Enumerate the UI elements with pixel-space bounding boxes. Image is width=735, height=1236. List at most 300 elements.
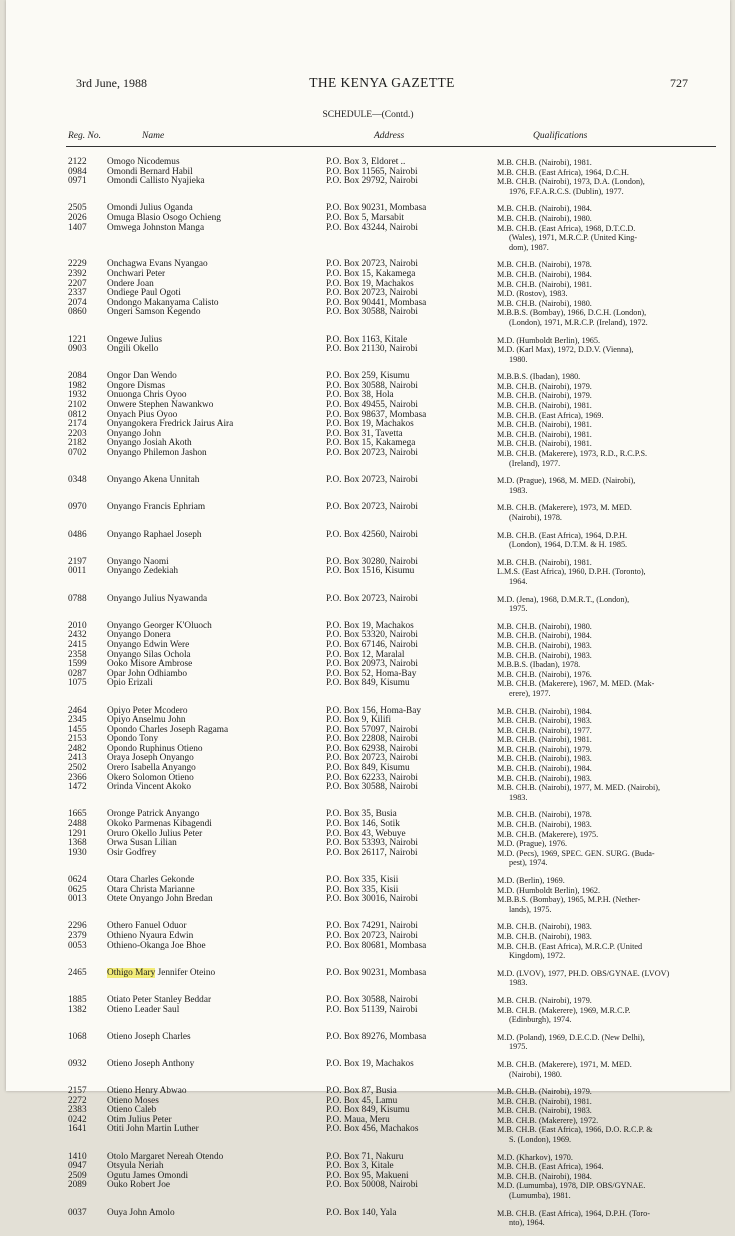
qualification-line: M.B. CH.B. (Nairobi), 1983. xyxy=(497,820,592,830)
register-entry xyxy=(6,679,730,698)
practitioner-name: Otieno Leader Saul xyxy=(107,1004,180,1015)
qualifications xyxy=(497,969,699,988)
reg-number: 2174 xyxy=(68,419,87,430)
qualifications xyxy=(497,260,699,270)
reg-number: 2464 xyxy=(68,705,87,716)
register-entry xyxy=(6,1106,730,1116)
postal-address: P.O. Box 43244, Nairobi xyxy=(326,222,418,233)
qualifications xyxy=(497,391,699,401)
postal-address: P.O. Maua, Meru xyxy=(326,1114,390,1125)
qualification-line: M.B. CH.B. (Nairobi), 1981. xyxy=(497,557,592,567)
qualification-line: M.B. CH.B. (Nairobi), 1980. xyxy=(497,298,592,308)
qualifications xyxy=(497,820,699,830)
qualification-line: 1975. xyxy=(509,604,528,614)
register-entry xyxy=(6,1060,730,1079)
register-entry xyxy=(6,1125,730,1144)
postal-address: P.O. Box 90231, Mombasa xyxy=(326,203,427,214)
register-group xyxy=(6,707,730,803)
col-name: Name xyxy=(142,131,165,141)
register-entry xyxy=(6,849,730,868)
qualifications xyxy=(497,401,699,411)
practitioner-name: Orinda Vincent Akoko xyxy=(107,782,191,793)
postal-address: P.O. Box 98637, Mombasa xyxy=(326,409,427,420)
qualifications xyxy=(497,1006,699,1025)
practitioner-name: Otiato Peter Stanley Beddar xyxy=(107,994,212,1005)
page-number: 727 xyxy=(670,76,688,90)
qualifications xyxy=(497,631,699,641)
postal-address: P.O. Box 849, Kisumu xyxy=(326,678,410,689)
reg-number: 2345 xyxy=(68,715,87,726)
reg-number: 2122 xyxy=(68,157,87,167)
qualification-line: M.B. CH.B. (Nairobi), 1981. xyxy=(497,1096,592,1106)
qualifications xyxy=(497,932,699,942)
qualification-line: M.B. CH.B. (Nairobi), 1983. xyxy=(497,754,592,764)
postal-address: P.O. Box 20723, Nairobi xyxy=(326,288,418,299)
qualifications xyxy=(497,996,699,1006)
qualification-line: 1980. xyxy=(509,354,528,364)
header-rule xyxy=(66,146,716,147)
postal-address: P.O. Box 22808, Nairobi xyxy=(326,734,418,745)
qualification-line: M.D. (Karl Max), 1972, D.D.V. (Vienna), xyxy=(497,345,634,355)
qualifications xyxy=(497,177,699,196)
qualifications xyxy=(497,839,699,849)
qualification-line: M.D. (Humboldt Berlin), 1965. xyxy=(497,335,601,345)
col-qualifications: Qualifications xyxy=(533,131,588,141)
practitioner-name: Okero Solomon Otieno xyxy=(107,772,194,783)
qualification-line: M.D. (Lumumba), 1978, DIP. OBS/GYNAE. xyxy=(497,1181,646,1191)
practitioner-name: Ongor Dan Wendo xyxy=(107,371,177,382)
qualification-line: M.D. (LVOV), 1977, PH.D. OBS/GYNAE. (LVOV) xyxy=(497,968,670,978)
postal-address: P.O. Box 80681, Mombasa xyxy=(326,940,427,951)
practitioner-name: Onyango Julius Nyawanda xyxy=(107,593,208,604)
reg-number: 1410 xyxy=(68,1151,87,1162)
postal-address: P.O. Box 26117, Nairobi xyxy=(326,847,418,858)
postal-address: P.O. Box 20723, Nairobi xyxy=(326,753,418,764)
qualification-line: M.B. CH.B. (Nairobi), 1978. xyxy=(497,810,592,820)
reg-number: 1407 xyxy=(68,222,87,233)
postal-address: P.O. Box 19, Machakos xyxy=(326,419,414,430)
postal-address: P.O. Box 156, Homa-Bay xyxy=(326,705,422,716)
reg-number: 0013 xyxy=(68,894,87,905)
reg-number: 1221 xyxy=(68,334,87,345)
reg-number: 0625 xyxy=(68,884,87,895)
reg-number: 2358 xyxy=(68,649,87,660)
register-entry xyxy=(6,969,730,988)
qualifications xyxy=(497,764,699,774)
qualifications xyxy=(497,716,699,726)
qualification-line: (Lumumba), 1981. xyxy=(509,1191,571,1201)
issue-date: 3rd June, 1988 xyxy=(76,76,147,90)
qualification-line: (London), 1971, M.R.C.P. (Ireland), 1972. xyxy=(509,317,648,327)
practitioner-name: Onwere Stephen Nawankwo xyxy=(107,400,214,411)
postal-address: P.O. Box 146, Sotik xyxy=(326,819,400,830)
reg-number: 2392 xyxy=(68,268,87,279)
qualification-line: M.B. CH.B. (East Africa), 1964, D.P.H. xyxy=(497,530,628,540)
qualification-line: M.D. (Jena), 1968, D.M.R.T., (London), xyxy=(497,594,630,604)
practitioner-name: Omondi Julius Oganda xyxy=(107,203,193,214)
reg-number: 2505 xyxy=(68,203,87,214)
qualifications xyxy=(497,558,699,568)
register-group xyxy=(6,1209,730,1228)
reg-number: 1455 xyxy=(68,724,87,735)
register-group xyxy=(6,622,730,699)
postal-address: P.O. Box 62233, Nairobi xyxy=(326,772,418,783)
qualifications xyxy=(497,735,699,745)
qualification-line: 1983. xyxy=(509,792,528,802)
qualification-line: dom), 1987. xyxy=(509,242,549,252)
register-entry xyxy=(6,1181,730,1200)
reg-number: 0903 xyxy=(68,344,87,355)
reg-number: 2153 xyxy=(68,734,87,745)
qualification-line: S. (London), 1969. xyxy=(509,1135,572,1145)
practitioner-name: Otieno Joseph Charles xyxy=(107,1031,191,1042)
practitioner-name: Ondiege Paul Ogoti xyxy=(107,288,181,299)
reg-number: 0037 xyxy=(68,1207,87,1218)
reg-number: 1075 xyxy=(68,678,87,689)
practitioner-name: Onyango Donera xyxy=(107,630,171,641)
register-entry xyxy=(6,783,730,802)
register-entry xyxy=(6,1162,730,1172)
qualifications xyxy=(497,158,699,168)
reg-number: 1665 xyxy=(68,809,87,820)
reg-number: 2379 xyxy=(68,930,87,941)
reg-number: 1368 xyxy=(68,838,87,849)
practitioner-name: Onyango Georger K'Oluoch xyxy=(107,620,212,631)
reg-number: 2089 xyxy=(68,1180,87,1191)
postal-address: P.O. Box 30588, Nairobi xyxy=(326,782,418,793)
qualifications xyxy=(497,382,699,392)
qualification-line: M.D. (Prague), 1968, M. MED. (Nairobi), xyxy=(497,476,636,486)
practitioner-name: Onyango John xyxy=(107,428,161,439)
postal-address: P.O. Box 335, Kisii xyxy=(326,875,399,885)
practitioner-name: Oruro Okello Julius Peter xyxy=(107,828,203,839)
qualifications xyxy=(497,1116,699,1126)
qualification-line: 1964. xyxy=(509,576,528,586)
register-entry xyxy=(6,942,730,961)
practitioner-name: Ouko Robert Joe xyxy=(107,1180,171,1191)
qualifications xyxy=(497,1097,699,1107)
qualification-line: M.B. CH.B. (Nairobi), 1977. xyxy=(497,725,592,735)
qualification-line: M.B. CH.B. (Nairobi), 1980. xyxy=(497,213,592,223)
register-entry xyxy=(6,595,730,614)
practitioner-name: Onyango Naomi xyxy=(107,556,169,567)
practitioner-name: Onyango Raphael Joseph xyxy=(107,529,202,540)
postal-address: P.O. Box 12, Maralal xyxy=(326,649,405,660)
postal-address: P.O. Box 20723, Nairobi xyxy=(326,448,418,459)
reg-number: 1930 xyxy=(68,847,87,858)
register-group xyxy=(6,372,730,468)
postal-address: P.O. Box 43, Webuye xyxy=(326,828,406,839)
register-group xyxy=(6,158,730,196)
practitioner-name: Opar John Odhiambo xyxy=(107,668,188,679)
register-group xyxy=(6,969,730,988)
practitioner-name: Opiyo Anselmu John xyxy=(107,715,186,726)
qualification-line: M.B. CH.B. (Nairobi), 1979. xyxy=(497,995,592,1005)
register-entry xyxy=(6,177,730,196)
practitioner-name: Ondere Joan xyxy=(107,278,154,289)
qualifications xyxy=(497,449,699,468)
qualification-line: 1976, F.F.A.R.C.S. (Dublin), 1977. xyxy=(509,186,624,196)
qualifications xyxy=(497,754,699,764)
qualification-line: M.D. (Poland), 1969, D.E.C.D. (New Delhi), xyxy=(497,1032,645,1042)
qualifications xyxy=(497,886,699,896)
reg-number: 0947 xyxy=(68,1161,87,1172)
qualification-line: M.B. CH.B. (East Africa), 1964. xyxy=(497,1162,604,1172)
practitioner-name: Otieno Moses xyxy=(107,1095,159,1106)
practitioner-name: Othero Fanuel Oduor xyxy=(107,921,187,932)
postal-address: P.O. Box 140, Yala xyxy=(326,1207,397,1218)
qualification-line: M.B. CH.B. (Nairobi), 1981. xyxy=(497,735,592,745)
qualifications xyxy=(497,810,699,820)
practitioner-name: Ouya John Amolo xyxy=(107,1207,175,1218)
qualification-line: (Wales), 1971, M.R.C.P. (United King- xyxy=(509,233,638,243)
practitioner-name: Omwega Johnston Manga xyxy=(107,222,205,233)
gazette-page xyxy=(6,0,730,1228)
reg-number: 0348 xyxy=(68,475,87,486)
qualifications xyxy=(497,439,699,449)
qualification-line: M.B. CH.B. (East Africa), 1968, D.T.C.D. xyxy=(497,223,636,233)
practitioner-name: Onyango Philemon Jashon xyxy=(107,448,207,459)
reg-number: 2026 xyxy=(68,212,87,223)
qualifications xyxy=(497,774,699,784)
practitioner-name: Opondo Ruphinus Otieno xyxy=(107,743,203,754)
qualifications xyxy=(497,660,699,670)
qualification-line: M.B. CH.B. (Nairobi), 1978. xyxy=(497,260,592,270)
register-group xyxy=(6,260,730,327)
qualification-line: nto), 1964. xyxy=(509,1218,545,1228)
practitioner-name: Otiti John Martin Luther xyxy=(107,1124,199,1135)
qualification-line: M.B. CH.B. (Nairobi), 1977, M. MED. (Nairobi), xyxy=(497,783,661,793)
practitioner-name: Omogo Nicodemus xyxy=(107,157,180,167)
highlighted-name: Othigo Mary xyxy=(107,967,156,978)
qualifications xyxy=(497,1033,699,1052)
postal-address: P.O. Box 89276, Mombasa xyxy=(326,1031,427,1042)
register-group xyxy=(6,503,730,522)
reg-number: 1599 xyxy=(68,659,87,670)
reg-number: 2182 xyxy=(68,438,87,449)
qualification-line: M.B. CH.B. (Nairobi), 1984. xyxy=(497,269,592,279)
postal-address: P.O. Box 5, Marsabit xyxy=(326,212,404,223)
qualification-line: 1983. xyxy=(509,485,528,495)
qualification-line: M.B. CH.B. (Makerere), 1973, R.D., R.C.P.S. xyxy=(497,449,648,459)
col-reg-no: Reg. No. xyxy=(68,131,101,141)
qualification-line: M.B. CH.B. (Nairobi), 1984. xyxy=(497,1171,592,1181)
reg-number: 1982 xyxy=(68,380,87,391)
qualification-line: M.B. CH.B. (Nairobi), 1973, D.A. (London), xyxy=(497,177,645,187)
reg-number: 0970 xyxy=(68,502,87,513)
postal-address: P.O. Box 21130, Nairobi xyxy=(326,344,418,355)
qualification-line: M.B. CH.B. (Nairobi), 1979. xyxy=(497,391,592,401)
qualification-line: M.B. CH.B. (Nairobi), 1979. xyxy=(497,744,592,754)
qualifications xyxy=(497,876,699,886)
register-group xyxy=(6,996,730,1025)
qualification-line: M.B. CH.B. (Nairobi), 1980. xyxy=(497,621,592,631)
qualification-line: (Nairobi), 1978. xyxy=(509,513,562,522)
register-group xyxy=(6,1033,730,1052)
reg-number: 2207 xyxy=(68,278,87,289)
qualification-line: M.B. CH.B. (Nairobi), 1981. xyxy=(497,279,592,289)
qualifications xyxy=(497,336,699,346)
qualification-line: M.B. CH.B. (Nairobi), 1983. xyxy=(497,931,592,941)
register-entry xyxy=(6,1087,730,1097)
register-group xyxy=(6,810,730,868)
practitioner-name: Okoko Parmenas Kibagendi xyxy=(107,819,212,830)
qualifications xyxy=(497,372,699,382)
register-entry xyxy=(6,1172,730,1182)
col-address: Address xyxy=(374,131,405,141)
register-entry xyxy=(6,1033,730,1052)
practitioner-name: Otara Charles Gekonde xyxy=(107,875,195,885)
reg-number: 0984 xyxy=(68,166,87,177)
qualification-line: M.B. CH.B. (Nairobi), 1983. xyxy=(497,640,592,650)
reg-number: 0053 xyxy=(68,940,87,951)
reg-number: 1641 xyxy=(68,1124,87,1135)
reg-number: 2432 xyxy=(68,630,87,641)
qualifications xyxy=(497,1106,699,1116)
postal-address: P.O. Box 42560, Nairobi xyxy=(326,529,418,540)
qualification-line: M.B. CH.B. (Nairobi), 1984. xyxy=(497,764,592,774)
postal-address: P.O. Box 259, Kisumu xyxy=(326,371,410,382)
reg-number: 0287 xyxy=(68,668,87,679)
reg-number: 0242 xyxy=(68,1114,87,1125)
reg-number: 2229 xyxy=(68,259,87,270)
postal-address: P.O. Box 49455, Nairobi xyxy=(326,400,418,411)
qualification-line: (London), 1964, D.T.M. & H. 1985. xyxy=(509,540,628,550)
practitioner-name: Omondi Callisto Nyajieka xyxy=(107,176,205,187)
qualifications xyxy=(497,1125,699,1144)
postal-address: P.O. Box 50008, Nairobi xyxy=(326,1180,418,1191)
postal-address: P.O. Box 30280, Nairobi xyxy=(326,556,418,567)
register-group xyxy=(6,1087,730,1145)
postal-address: P.O. Box 62938, Nairobi xyxy=(326,743,418,754)
postal-address: P.O. Box 90231, Mombasa xyxy=(326,967,427,978)
qualification-line: (Ireland), 1977. xyxy=(509,458,561,468)
postal-address: P.O. Box 45, Lamu xyxy=(326,1095,398,1106)
register-entry xyxy=(6,531,730,550)
postal-address: P.O. Box 57097, Nairobi xyxy=(326,724,418,735)
postal-address: P.O. Box 11565, Nairobi xyxy=(326,166,418,177)
practitioner-name: Onyango Francis Ephriam xyxy=(107,502,206,513)
qualifications xyxy=(497,168,699,178)
practitioner-name: Otim Julius Peter xyxy=(107,1114,172,1125)
qualification-line: lands), 1975. xyxy=(509,904,552,914)
register-group xyxy=(6,1060,730,1079)
practitioner-name: Ongewe Julius xyxy=(107,334,163,345)
qualification-line: M.B. CH.B. (Makerere), 1967, M. MED. (Mak- xyxy=(497,679,655,689)
register-group xyxy=(6,558,730,587)
reg-number: 0486 xyxy=(68,529,87,540)
register-entry xyxy=(6,503,730,522)
qualification-line: M.B. CH.B. (Nairobi), 1979. xyxy=(497,1087,592,1097)
postal-address: P.O. Box 31, Tavetta xyxy=(326,428,403,439)
postal-address: P.O. Box 87, Busia xyxy=(326,1086,397,1097)
qualification-line: M.B.B.S. (Bombay), 1966, D.C.H. (London), xyxy=(497,308,647,318)
postal-address: P.O. Box 20723, Nairobi xyxy=(326,930,418,941)
qualifications xyxy=(497,1060,699,1079)
practitioner-name: Oronge Patrick Anyango xyxy=(107,809,200,820)
practitioner-name: Opondo Tony xyxy=(107,734,159,745)
qualification-line: M.B. CH.B. (Makerere), 1969, M.R.C.P. xyxy=(497,1005,631,1015)
reg-number: 2197 xyxy=(68,556,87,567)
postal-address: P.O. Box 51139, Nairobi xyxy=(326,1004,418,1015)
reg-number: 0788 xyxy=(68,593,87,604)
postal-address: P.O. Box 71, Nakuru xyxy=(326,1151,404,1162)
register-group xyxy=(6,336,730,365)
practitioner-name: Othieno Nyaura Edwin xyxy=(107,930,194,941)
qualification-line: M.D. (Humboldt Berlin), 1962. xyxy=(497,885,601,895)
practitioner-name: Omuga Blasio Osogo Ochieng xyxy=(107,212,221,223)
practitioner-name: Othigo Mary Jennifer Oteino xyxy=(107,967,216,978)
register-entry xyxy=(6,1116,730,1126)
reg-number: 2203 xyxy=(68,428,87,439)
reg-number: 2296 xyxy=(68,921,87,932)
practitioner-name: Otieno Caleb xyxy=(107,1105,157,1116)
register-entry xyxy=(6,1153,730,1163)
qualifications xyxy=(497,745,699,755)
qualification-line: M.B. CH.B. (Nairobi), 1981. xyxy=(497,420,592,430)
qualification-line: erere), 1977. xyxy=(509,688,551,698)
qualification-line: M.B. CH.B. (Nairobi), 1981. xyxy=(497,401,592,411)
reg-number: 0702 xyxy=(68,448,87,459)
qualification-line: M.B. CH.B. (Nairobi), 1979. xyxy=(497,381,592,391)
practitioner-name: Otieno Joseph Anthony xyxy=(107,1058,195,1069)
qualifications xyxy=(497,1087,699,1097)
register-group xyxy=(6,1153,730,1201)
register-group xyxy=(6,204,730,252)
reg-number: 2383 xyxy=(68,1105,87,1116)
reg-number: 2157 xyxy=(68,1086,87,1097)
qualification-line: M.B. CH.B. (Nairobi), 1984. xyxy=(497,204,592,214)
practitioner-name: Opiyo Peter Mcodero xyxy=(107,705,188,716)
postal-address: P.O. Box 15, Kakamega xyxy=(326,438,416,449)
qualification-line: M.D. (Prague), 1976. xyxy=(497,839,568,849)
reg-number: 0860 xyxy=(68,307,87,318)
reg-number: 1885 xyxy=(68,994,87,1005)
schedule-label: SCHEDULE—(Contd.) xyxy=(322,110,414,120)
register-list xyxy=(6,158,730,1236)
qualification-line: 1975. xyxy=(509,1042,528,1052)
qualifications xyxy=(497,430,699,440)
qualification-line: M.D. (Berlin), 1969. xyxy=(497,876,565,885)
qualifications xyxy=(497,679,699,698)
qualifications xyxy=(497,651,699,661)
practitioner-name: Onyango Edwin Were xyxy=(107,639,190,650)
qualifications xyxy=(497,783,699,802)
reg-number: 2465 xyxy=(68,967,87,978)
qualification-line: M.B.B.S. (Bombay), 1965, M.P.H. (Nether- xyxy=(497,895,641,905)
qualification-line: M.D. (Rostov), 1983. xyxy=(497,289,568,299)
reg-number: 2488 xyxy=(68,819,87,830)
qualification-line: M.B. CH.B. (Nairobi), 1983. xyxy=(497,650,592,660)
reg-number: 2102 xyxy=(68,400,87,411)
register-entry xyxy=(6,895,730,914)
qualifications xyxy=(497,895,699,914)
postal-address: P.O. Box 30588, Nairobi xyxy=(326,307,418,318)
practitioner-name: Omondi Bernard Habil xyxy=(107,166,193,177)
reg-number: 2509 xyxy=(68,1170,87,1181)
register-entry xyxy=(6,1097,730,1107)
practitioner-name: Otsyula Neriah xyxy=(107,1161,164,1172)
register-group xyxy=(6,476,730,495)
practitioner-name: Onyango Akena Unnitah xyxy=(107,475,200,486)
practitioner-name: Onuonga Chris Oyoo xyxy=(107,390,187,401)
practitioner-name: Orwa Susan Lilian xyxy=(107,838,177,849)
qualifications xyxy=(497,204,699,214)
reg-number: 1472 xyxy=(68,782,87,793)
gazette-title: THE KENYA GAZETTE xyxy=(309,75,455,90)
postal-address: P.O. Box 849, Kisumu xyxy=(326,1105,410,1116)
qualifications xyxy=(497,280,699,290)
